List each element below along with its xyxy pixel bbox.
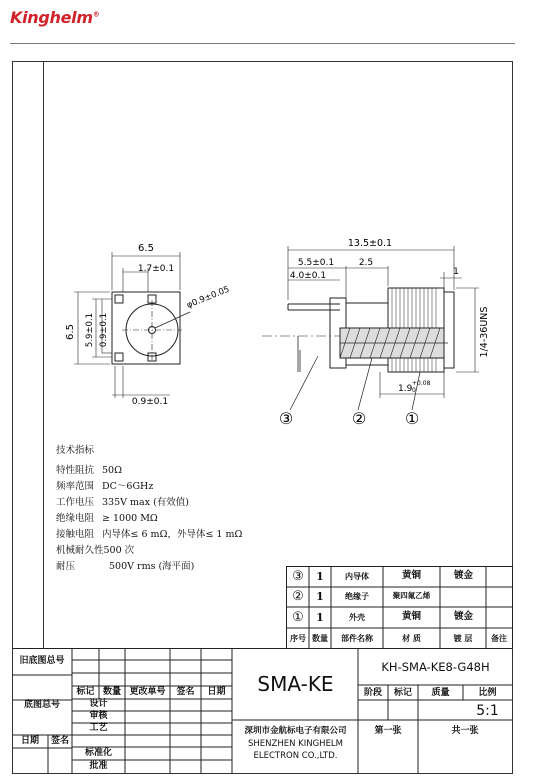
- callout-1: ①: [404, 409, 420, 428]
- spec-row: 工作电压 335V max (有效值): [56, 497, 189, 508]
- dim-side-d4: 1: [453, 267, 459, 277]
- spec-row: 频率范围 DC～6GHz: [56, 481, 154, 492]
- bom-qty: 1: [316, 570, 324, 583]
- standard-label: 标准化: [84, 748, 112, 758]
- dim-side-d5-tol: +0.08: [412, 380, 431, 387]
- date-label: 日期: [20, 736, 39, 746]
- dim-side-length: 13.5±0.1: [347, 238, 393, 249]
- spec-row: 机械耐久性500 次: [56, 545, 135, 556]
- dim-front-v1: 5.9±0.1: [85, 312, 95, 348]
- dim-side-d1: 5.5±0.1: [297, 258, 335, 268]
- bom-material: 聚四氟乙烯: [392, 591, 431, 600]
- review-label: 审核: [89, 711, 108, 721]
- dim-front-width: 6.5: [138, 243, 154, 254]
- bom-no: ②: [292, 589, 304, 604]
- dim-front-pin-spacing: 1.7±0.1: [137, 264, 175, 274]
- dim-side-d2: 2.5: [358, 258, 374, 268]
- count-header: 数量: [102, 687, 121, 697]
- dim-front-bottom: 0.9±0.1: [131, 397, 169, 407]
- change-header: 更改单号: [129, 687, 166, 697]
- bom-header-plating: 镀 层: [453, 633, 473, 643]
- process-label: 工艺: [89, 723, 108, 733]
- callout-3: ③: [278, 409, 294, 428]
- mark2-label: 标记: [393, 688, 412, 698]
- date-header: 日期: [207, 687, 226, 697]
- spec-row: 接触电阻 内导体≤ 6 mΩ，外导体≤ 1 mΩ: [56, 529, 243, 540]
- bom-header-no: 序号: [290, 633, 306, 643]
- design-label: 设计: [89, 699, 108, 709]
- bom-qty: 1: [316, 611, 324, 624]
- company-logo: Kinghelm®: [10, 8, 100, 27]
- base-label: 底图总号: [23, 700, 60, 710]
- dim-front-v2: 0.9±0.1: [99, 312, 109, 348]
- scale-ratio: 5:1: [476, 703, 499, 719]
- bom-header-qty: 数量: [312, 633, 328, 643]
- dim-side-d3: 4.0±0.1: [289, 271, 327, 281]
- company-en-2: ELECTRON CO.,LTD.: [253, 751, 338, 761]
- bom-header-material: 材 质: [402, 633, 421, 643]
- company-cn: 深圳市金航标电子有限公司: [244, 726, 347, 736]
- approve-label: 批准: [89, 761, 108, 771]
- sheet-label: 第一张: [374, 726, 402, 736]
- bom-plating: 镀金: [453, 570, 473, 581]
- dim-front-height: 6.5: [65, 324, 76, 340]
- old-base-label: 旧底图总号: [19, 656, 65, 666]
- bom-qty: 1: [316, 590, 324, 603]
- dim-side-d5: 1.9: [398, 384, 413, 394]
- part-number: KH-SMA-KE8-G48H: [381, 660, 490, 674]
- bom-name: 内导体: [345, 571, 369, 581]
- bom-name: 绝缘子: [345, 591, 369, 601]
- bom-no: ①: [292, 610, 304, 625]
- bom-no: ③: [292, 569, 304, 584]
- bom-material: 黄铜: [401, 570, 421, 581]
- spec-row: 耐压 500V rms (海平面): [56, 561, 195, 572]
- bom-name: 外壳: [349, 612, 365, 622]
- mark-header: 标记: [76, 687, 95, 697]
- weight-label: 质量: [431, 688, 450, 698]
- sign-label: 签名: [50, 736, 69, 746]
- total-label: 共一张: [451, 726, 479, 736]
- dim-side-thread: 1/4-36UNS: [479, 306, 490, 358]
- company-en-1: SHENZHEN KINGHELM: [247, 739, 344, 749]
- stage-label: 阶段: [363, 688, 382, 698]
- bom-header-note: 备注: [491, 633, 507, 643]
- callout-2: ②: [351, 409, 367, 428]
- specs-title: 技术指标: [56, 445, 95, 456]
- ratio-label: 比例: [478, 688, 497, 698]
- bom-material: 黄铜: [401, 611, 421, 622]
- dim-side-d5-tol-low: 0: [412, 387, 416, 394]
- spec-row: 特性阻抗 50Ω: [56, 465, 122, 476]
- dim-front-hole: φ0.9±0.05: [185, 284, 232, 311]
- spec-row: 绝缘电阻 ≥ 1000 MΩ: [56, 513, 158, 524]
- bom-header-name: 部件名称: [341, 633, 373, 643]
- sign-header: 签名: [176, 687, 195, 697]
- bom-plating: 镀金: [453, 611, 473, 622]
- product-name: SMA-KE: [257, 672, 334, 696]
